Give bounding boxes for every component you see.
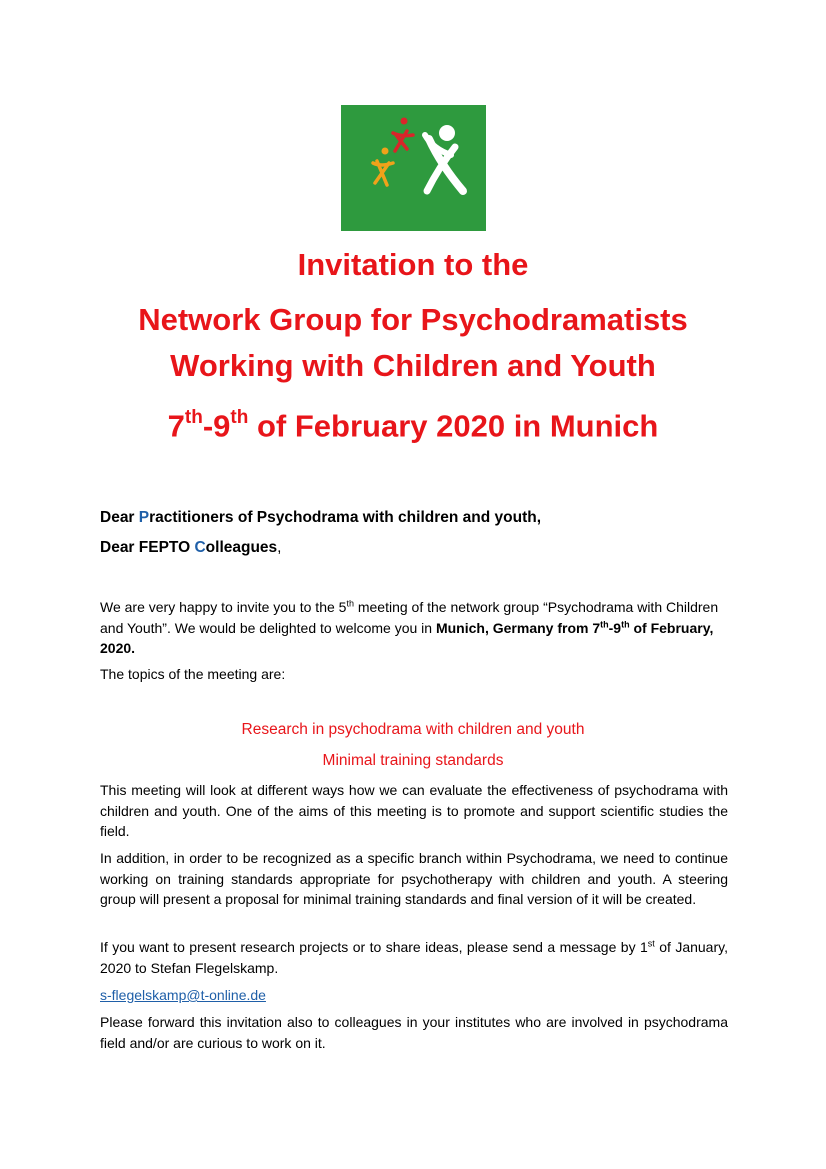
greeting-line-2 bbox=[100, 538, 281, 558]
greeting-text: ractitioners of Psychodrama with children and youth, bbox=[149, 509, 541, 526]
network-logo bbox=[341, 105, 486, 231]
paragraph-text: We are very happy to invite you to the 5 bbox=[100, 599, 347, 615]
superscript: th bbox=[600, 618, 609, 629]
greeting-initial: P bbox=[138, 509, 150, 526]
greeting-line-1 bbox=[100, 508, 541, 528]
superscript: st bbox=[647, 938, 655, 949]
title-text: Invitation to the bbox=[297, 247, 529, 282]
title-text: Working with Children and Youth bbox=[170, 348, 656, 383]
email-link[interactable]: s-flegelskamp@t-online.de bbox=[100, 987, 266, 1003]
body-paragraph-standards: In addition, in order to be recognized as a specific branch within Psychodrama, we need to continue working on training standards appropriate for psychotherapy with children and youth. A steering group will present a proposal for minimal training standards and final version of it will be created. bbox=[100, 850, 728, 907]
title-line-3 bbox=[0, 346, 826, 386]
title-text: -9 bbox=[202, 408, 231, 444]
paragraph-text: meeting of the network group “Psychodrama with Children and Youth”. We would be delighted to welcome you in bbox=[100, 599, 719, 636]
greeting-text: Dear bbox=[100, 509, 139, 526]
location-date-text: Munich, Germany from 7 bbox=[435, 619, 601, 636]
paragraph-text: of January, 2020 to Stefan Flegelskamp. bbox=[100, 939, 728, 976]
body-paragraph-contact bbox=[100, 937, 728, 978]
title-line-4 bbox=[0, 400, 826, 446]
location-date-text: of February, 2020. bbox=[100, 619, 714, 656]
topic-research: Research in psychodrama with children and youth bbox=[241, 721, 585, 738]
superscript: th bbox=[346, 598, 354, 609]
title-superscript: th bbox=[230, 407, 249, 428]
title-line-1 bbox=[0, 245, 826, 285]
email-line bbox=[100, 985, 728, 1006]
title-text: Network Group for Psychodramatists bbox=[138, 302, 688, 337]
logo-background bbox=[341, 105, 486, 231]
title-superscript: th bbox=[184, 407, 203, 428]
body-paragraph-research: This meeting will look at different ways how we can evaluate the effectiveness of psychodrama with children and youth. One of the aims of this meeting is to promote and support scientific studies the field. bbox=[100, 782, 728, 839]
topics-intro: The topics of the meeting are: bbox=[100, 666, 286, 682]
greeting-text: , bbox=[277, 539, 282, 556]
intro-paragraph bbox=[100, 597, 728, 659]
greeting-text: Dear FEPTO bbox=[100, 539, 195, 556]
location-date-text: -9 bbox=[608, 619, 622, 636]
title-text: of February 2020 in Munich bbox=[248, 408, 659, 444]
paragraph-text: If you want to present research projects or to share ideas, please send a message by 1 bbox=[100, 939, 648, 955]
body-paragraph-forward: Please forward this invitation also to colleagues in your institutes who are involved in psychodrama field and/or are curious to work on it. bbox=[100, 1014, 728, 1051]
topic-training-standards: Minimal training standards bbox=[322, 752, 504, 769]
superscript: th bbox=[621, 618, 630, 629]
title-line-2 bbox=[0, 300, 826, 340]
greeting-initial: C bbox=[194, 539, 206, 556]
title-text: 7 bbox=[167, 408, 185, 444]
greeting-text: olleagues bbox=[205, 539, 278, 556]
